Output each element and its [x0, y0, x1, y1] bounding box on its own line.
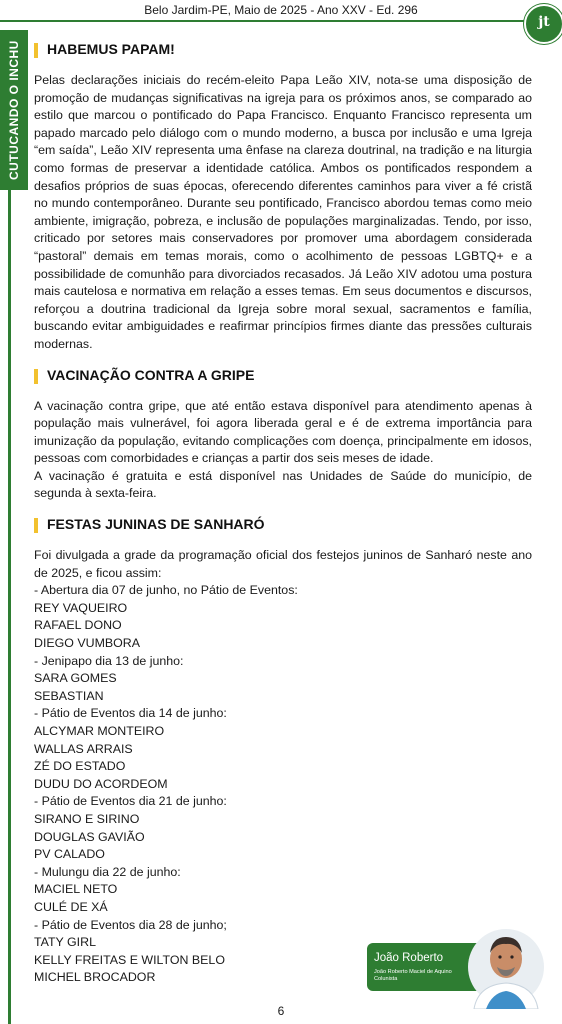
program-line: KELLY FREITAS E WILTON BELO — [34, 952, 225, 967]
program-line: SIRANO E SIRINO — [34, 811, 140, 826]
article-content — [34, 40, 532, 987]
section-title: FESTAS JUNINAS DE SANHARÓ — [47, 516, 265, 533]
heading-accent-bar — [34, 43, 38, 58]
program-line: - Abertura dia 07 de junho, no Pátio de Eventos: — [34, 583, 298, 598]
program-line: ZÉ DO ESTADO — [34, 759, 126, 774]
program-line: SEBASTIAN — [34, 688, 104, 703]
section-heading-vacinacao — [34, 366, 532, 388]
columnist-badge — [367, 943, 480, 991]
program-line: - Pátio de Eventos dia 28 de junho; — [34, 917, 227, 932]
logo-text: jt — [538, 14, 550, 30]
program-list — [34, 582, 532, 987]
newspaper-logo — [524, 4, 562, 44]
article-paragraph: A vacinação é gratuita e está disponível nas Unidades de Saúde do município, de segunda à sexta-feira. — [34, 468, 532, 501]
heading-accent-bar — [34, 369, 38, 384]
columnist-description: João Roberto Maciel de Aquino Colunista — [374, 969, 452, 982]
program-line: DUDU DO ACORDEOM — [34, 776, 168, 791]
program-line: WALLAS ARRAIS — [34, 741, 133, 756]
program-line: - Jenipapo dia 13 de junho: — [34, 653, 184, 668]
program-line: PV CALADO — [34, 847, 105, 862]
article-paragraph: Pelas declarações iniciais do recém-eleito Papa Leão XIV, nota-se uma disposição de promoção de mudanças significativas na igreja para os próximos anos, se comparado ao estilo que marcou o pontificado do Papa Francisco. Enquanto Francisco representa um papado marcado pelo diálogo com o mundo moderno, a busca por inclusão e uma Igreja “em saída”, Leão XIV representa uma ênfase na clareza doutrinal, na tradição e na liturgia como formas de preservar a identidade católica. Ambos os pontificados respondem a desafios próprios de suas épocas, oferecendo diferentes caminhos para viver a fé cristã no mundo contemporâneo. Durante seu pontificado, Francisco abordou temas como meio ambiente, imigração, pobreza, e inclusão de populações marginalizadas. Tendo, por isso, criticado por setores mais conservadores por promover uma abordagem considerada “pastoral” demais em temas morais, como o acolhimento de pessoas LGBTQ+ e a possibilidade de comunhão para divorciados recasados. Já Leão XIV adotou uma postura mais cautelosa e normativa em relação a esses temas. Em seus documentos e discursos, reforçou a doutrina tradicional da Igreja sobre moral sexual, sacramentos e família, buscando evitar ambiguidades e reafirmar princípios firmes diante das pressões culturais modernas. — [34, 73, 532, 351]
section-heading-festas — [34, 515, 532, 537]
side-divider-line — [8, 190, 11, 1024]
program-line: SARA GOMES — [34, 671, 117, 686]
columnist-name: João Roberto — [374, 952, 444, 964]
page-number: 6 — [277, 1004, 285, 1018]
section-title: VACINAÇÃO CONTRA A GRIPE — [47, 366, 255, 383]
section-heading-habemus — [34, 40, 532, 62]
program-line: - Mulungu dia 22 de junho: — [34, 864, 181, 879]
program-line: TATY GIRL — [34, 935, 96, 950]
program-line: ALCYMAR MONTEIRO — [34, 724, 165, 738]
program-line: DIEGO VUMBORA — [34, 636, 141, 651]
program-line: RAFAEL DONO — [34, 618, 122, 633]
program-line: DOUGLAS GAVIÃO — [34, 829, 145, 844]
columnist-photo — [466, 923, 546, 1009]
program-line: CULÉ DE XÁ — [34, 899, 108, 914]
program-line: - Pátio de Eventos dia 14 de junho: — [34, 706, 227, 721]
program-line: REY VAQUEIRO — [34, 600, 128, 615]
header-text: Belo Jardim-PE, Maio de 2025 - Ano XXV - Ed. 296 — [144, 3, 418, 17]
program-line: - Pátio de Eventos dia 21 de junho: — [34, 794, 227, 809]
heading-accent-bar — [34, 518, 38, 533]
program-line: MACIEL NETO — [34, 882, 118, 897]
column-side-tab-label: CUTUCANDO O INCHU — [7, 40, 21, 180]
section-title: HABEMUS PAPAM! — [47, 41, 175, 57]
column-side-tab — [0, 30, 28, 190]
article-paragraph: A vacinação contra gripe, que até então estava disponível para atendimento apenas à população mais vulnerável, foi agora liberada geral e é de extrema importância para imunização da população, evitando complicações com doença, principalmente em idosos, pessoas com comorbidades e crianças a partir dos seis meses de idade. — [34, 398, 532, 466]
page-header — [0, 0, 562, 22]
program-line: MICHEL BROCADOR — [34, 970, 156, 985]
article-paragraph: Foi divulgada a grade da programação oficial dos festejos juninos de Sanharó neste ano de 2025, e ficou assim: — [34, 548, 532, 580]
